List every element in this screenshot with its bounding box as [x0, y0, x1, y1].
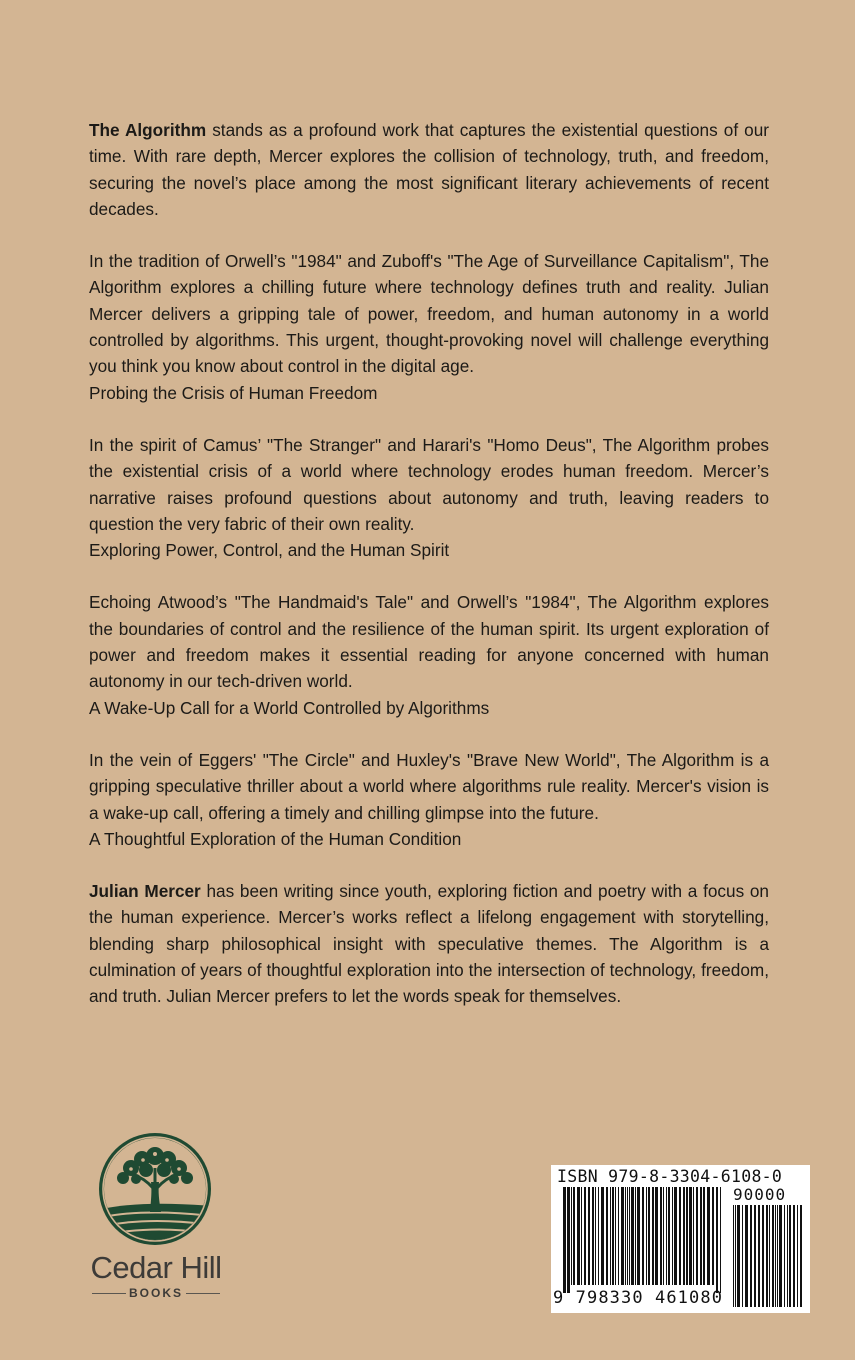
barcode-bar: [663, 1187, 664, 1285]
barcode-bar: [567, 1187, 570, 1293]
book-title: The Algorithm: [89, 120, 207, 140]
barcode-bar: [612, 1187, 614, 1285]
barcode-bar: [672, 1187, 673, 1285]
paragraph-5: In the vein of Eggers' "The Circle" and Huxley's "Brave New World", The Algorithm is a gripping speculative thriller about a world where algorithms rule reality. Mercer's vision is a wake-up call, offering a timely and chilling glimpse into the future.: [89, 749, 769, 823]
barcode-bar: [758, 1205, 760, 1307]
barcode-bar: [769, 1205, 770, 1307]
barcode-bar: [660, 1187, 662, 1285]
barcode-addon: 90000: [733, 1185, 787, 1204]
barcode-bar: [793, 1205, 795, 1307]
barcode-bar: [652, 1187, 654, 1285]
barcode-bar: [716, 1187, 718, 1293]
barcode-bar: [629, 1187, 630, 1285]
barcode-bar: [720, 1187, 721, 1293]
barcode-bar: [573, 1187, 575, 1285]
barcode-bar: [646, 1187, 647, 1285]
barcode-bar: [700, 1187, 702, 1285]
barcode-bar: [621, 1187, 624, 1285]
publisher-sub: BOOKS: [128, 1286, 183, 1300]
barcode-bar: [584, 1187, 586, 1285]
barcode-bar: [784, 1205, 785, 1307]
barcode-bar: [615, 1187, 616, 1285]
tree-icon: [98, 1132, 212, 1246]
back-cover-blurb: [89, 117, 769, 1010]
heading-2: Probing the Crisis of Human Freedom: [89, 382, 378, 403]
barcode-bar: [787, 1205, 788, 1307]
barcode-bar: [742, 1205, 743, 1307]
barcode-bar: [679, 1187, 681, 1285]
heading-5: A Thoughtful Exploration of the Human Condition: [89, 828, 462, 849]
barcode-bar: [745, 1205, 748, 1307]
barcode-bar: [754, 1205, 756, 1307]
barcode-bar: [766, 1205, 768, 1307]
paragraph-3: In the spirit of Camus’ "The Stranger" and Harari's "Homo Deus", The Algorithm probes the existential crisis of a world where technology erodes human freedom. Mercer’s narrative raises profound questions about autonomy and truth, leaving readers to question the very fabric of their own reality.: [89, 434, 769, 534]
barcode-bar: [592, 1187, 594, 1285]
barcode-bar: [712, 1187, 714, 1285]
barcode-bar: [610, 1187, 611, 1285]
author-bio: [89, 878, 769, 1009]
barcode-bar: [598, 1187, 599, 1285]
barcode-bar: [707, 1187, 710, 1285]
barcode-digits: 9 798330 461080: [553, 1288, 724, 1308]
publisher-name: Cedar Hill: [90, 1250, 222, 1285]
paragraph-2: In the tradition of Orwell’s "1984" and Zuboff's "The Age of Surveillance Capitalism", The Algorithm explores a chilling future where technology defines truth and reality. Julian Mercer delivers a gripping tale of power, freedom, and human autonomy in a world controlled by algorithms. This urgent, thought-provoking novel will challenge everything you think you know about control in the digital age.: [89, 251, 769, 377]
intro-text: stands as a profound work that captures the existential questions of our time. With rare depth, Mercer explores the collision of technology, truth, and freedom, securing the novel’s place among the most significant literary achievements of recent decades.: [89, 120, 769, 219]
barcode-bar: [668, 1187, 670, 1285]
barcode-bar: [674, 1187, 677, 1285]
author-name: Julian Mercer: [89, 881, 201, 902]
barcode-bar: [577, 1187, 580, 1285]
barcode-bar: [606, 1187, 608, 1285]
barcode-bar: [735, 1205, 736, 1307]
heading-4: A Wake-Up Call for a World Controlled by Algorithms: [89, 697, 490, 718]
barcode-bar: [631, 1187, 634, 1285]
barcode-bar: [666, 1187, 667, 1285]
barcode-bar: [703, 1187, 705, 1285]
barcode-bar: [737, 1205, 740, 1307]
divider-right: [186, 1293, 220, 1294]
barcode-bar: [797, 1205, 798, 1307]
barcode-bar: [637, 1187, 640, 1285]
barcode-bar: [601, 1187, 604, 1285]
barcode-bar: [625, 1187, 626, 1285]
barcode-bar: [563, 1187, 566, 1293]
barcode-bar: [686, 1187, 688, 1285]
barcode-bar: [696, 1187, 698, 1285]
isbn-label: ISBN 979-8-3304-6108-0: [557, 1167, 783, 1186]
barcode-bar: [648, 1187, 650, 1285]
heading-3: Exploring Power, Control, and the Human Spirit: [89, 540, 450, 561]
barcode-bar: [800, 1205, 802, 1307]
barcode-bar: [779, 1205, 782, 1307]
barcode-bar: [762, 1205, 764, 1307]
isbn-barcode: [551, 1165, 810, 1313]
barcode-bar: [772, 1205, 774, 1307]
barcode-bar: [571, 1187, 572, 1285]
paragraph-4: Echoing Atwood’s "The Handmaid's Tale" and Orwell’s "1984", The Algorithm explores the boundaries of control and the resilience of the human spirit. Its urgent exploration of power and freedom makes it essential reading for anyone concerned with human autonomy in our tech-driven world.: [89, 592, 769, 692]
barcode-bar: [777, 1205, 778, 1307]
barcode-bar: [683, 1187, 685, 1285]
barcode-bar: [693, 1187, 694, 1285]
barcode-bar: [733, 1205, 734, 1307]
barcode-bar: [775, 1205, 776, 1307]
publisher-logo: [84, 1130, 228, 1306]
barcode-bar: [642, 1187, 644, 1285]
barcode-bar: [618, 1187, 619, 1285]
author-bio-text: has been writing since youth, exploring fiction and poetry with a focus on the human experience. Mercer’s works reflect a lifelong engagement with storytelling, blending sharp philosophical insight with speculative themes. The Algorithm is a culmination of years of thoughtful exploration into the intersection of technology, freedom, and truth. Julian Mercer prefers to let the words speak for themselves.: [89, 881, 769, 1007]
barcode-bar: [627, 1187, 628, 1285]
barcode-bar: [581, 1187, 582, 1285]
barcode-bar: [750, 1205, 752, 1307]
barcode-bar: [655, 1187, 658, 1285]
barcode-bar: [789, 1205, 791, 1307]
barcode-bar: [635, 1187, 636, 1285]
barcode-bar: [588, 1187, 590, 1285]
barcode-bar: [689, 1187, 692, 1285]
barcode-bar: [595, 1187, 596, 1285]
intro-paragraph: [89, 117, 769, 222]
